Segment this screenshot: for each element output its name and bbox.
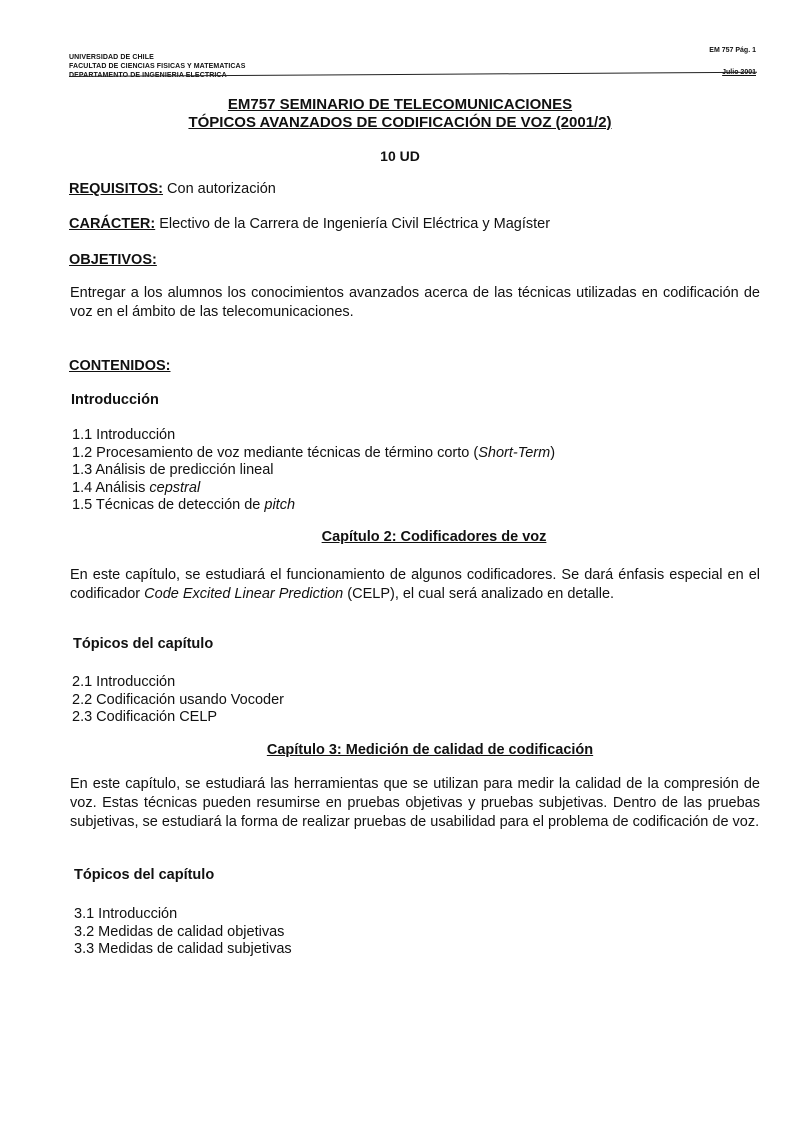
university-name: UNIVERSIDAD DE CHILE (69, 54, 154, 61)
department-name: DEPARTAMENTO DE INGENIERIA ELECTRICA (69, 72, 227, 79)
chapter2-text: En este capítulo, se estudiará el funcionamiento de algunos codificadores. Se dará énfasis especial en el codificador Code Excited Linear Prediction (CELP), el cual será analizado en detalle. (70, 567, 760, 602)
list-item: 1.4 Análisis cepstral (72, 479, 201, 496)
requisitos-row (69, 181, 276, 197)
list-item: 3.2 Medidas de calidad objetivas (74, 923, 285, 940)
page-reference: EM 757 Pág. 1 (709, 47, 756, 54)
chapter2-heading: Capítulo 2: Codificadores de voz (321, 529, 547, 545)
list-item: 3.3 Medidas de calidad subjetivas (74, 941, 292, 957)
list-item: 2.2 Codificación usando Vocoder (72, 691, 285, 708)
chapter2-topics-heading: Tópicos del capítulo (73, 636, 214, 652)
list-item: 1.5 Técnicas de detección de pitch (72, 497, 296, 513)
caracter-value: Electivo de la Carrera de Ingeniería Civil Eléctrica y Magíster (159, 216, 551, 232)
course-subtitle: TÓPICOS AVANZADOS DE CODIFICACIÓN DE VOZ (2001/2) (188, 114, 612, 131)
list-item: 1.2 Procesamiento de voz mediante técnicas de término corto (Short-Term) (72, 444, 556, 461)
objetivos-heading (69, 252, 157, 268)
faculty-name: FACULTAD DE CIENCIAS FISICAS Y MATEMATICAS (69, 63, 246, 70)
objetivos-label: OBJETIVOS: (69, 252, 157, 268)
intro-list (72, 427, 555, 515)
chapter2-topics (72, 674, 284, 727)
document-date: Julio 2001 (722, 69, 756, 76)
list-item: 1.3 Análisis de predicción lineal (72, 462, 274, 478)
requisitos-label: REQUISITOS: (69, 181, 163, 197)
chapter3-text: En este capítulo, se estudiará las herramientas que se utilizan para medir la calidad de la compresión de voz. Estas técnicas pueden resumirse en pruebas objetivas y pruebas subjetivas. Dentro de las pruebas subjetivas, se estudiará la forma de realizar pruebas de usabilidad para el problema de codificación de voz. (70, 776, 760, 830)
course-credits: 10 UD (380, 148, 420, 164)
chapter3-heading: Capítulo 3: Medición de calidad de codificación (266, 742, 594, 758)
requisitos-value: Con autorización (167, 181, 276, 197)
objetivos-text: Entregar a los alumnos los conocimientos avanzados acerca de las técnicas utilizadas en codificación de voz en el ámbito de las telecomunicaciones. (70, 285, 760, 320)
list-item: 3.1 Introducción (74, 906, 178, 922)
contenidos-heading (69, 358, 171, 374)
chapter3-topics (74, 906, 292, 959)
list-item: 1.1 Introducción (72, 427, 176, 443)
contenidos-label: CONTENIDOS: (69, 358, 171, 374)
intro-heading: Introducción (71, 392, 159, 408)
course-title: EM757 SEMINARIO DE TELECOMUNICACIONES (227, 96, 573, 113)
chapter3-topics-heading: Tópicos del capítulo (74, 867, 215, 883)
list-item: 2.3 Codificación CELP (72, 709, 218, 725)
list-item: 2.1 Introducción (72, 674, 176, 690)
caracter-label: CARÁCTER: (69, 216, 156, 232)
caracter-row (69, 216, 550, 232)
